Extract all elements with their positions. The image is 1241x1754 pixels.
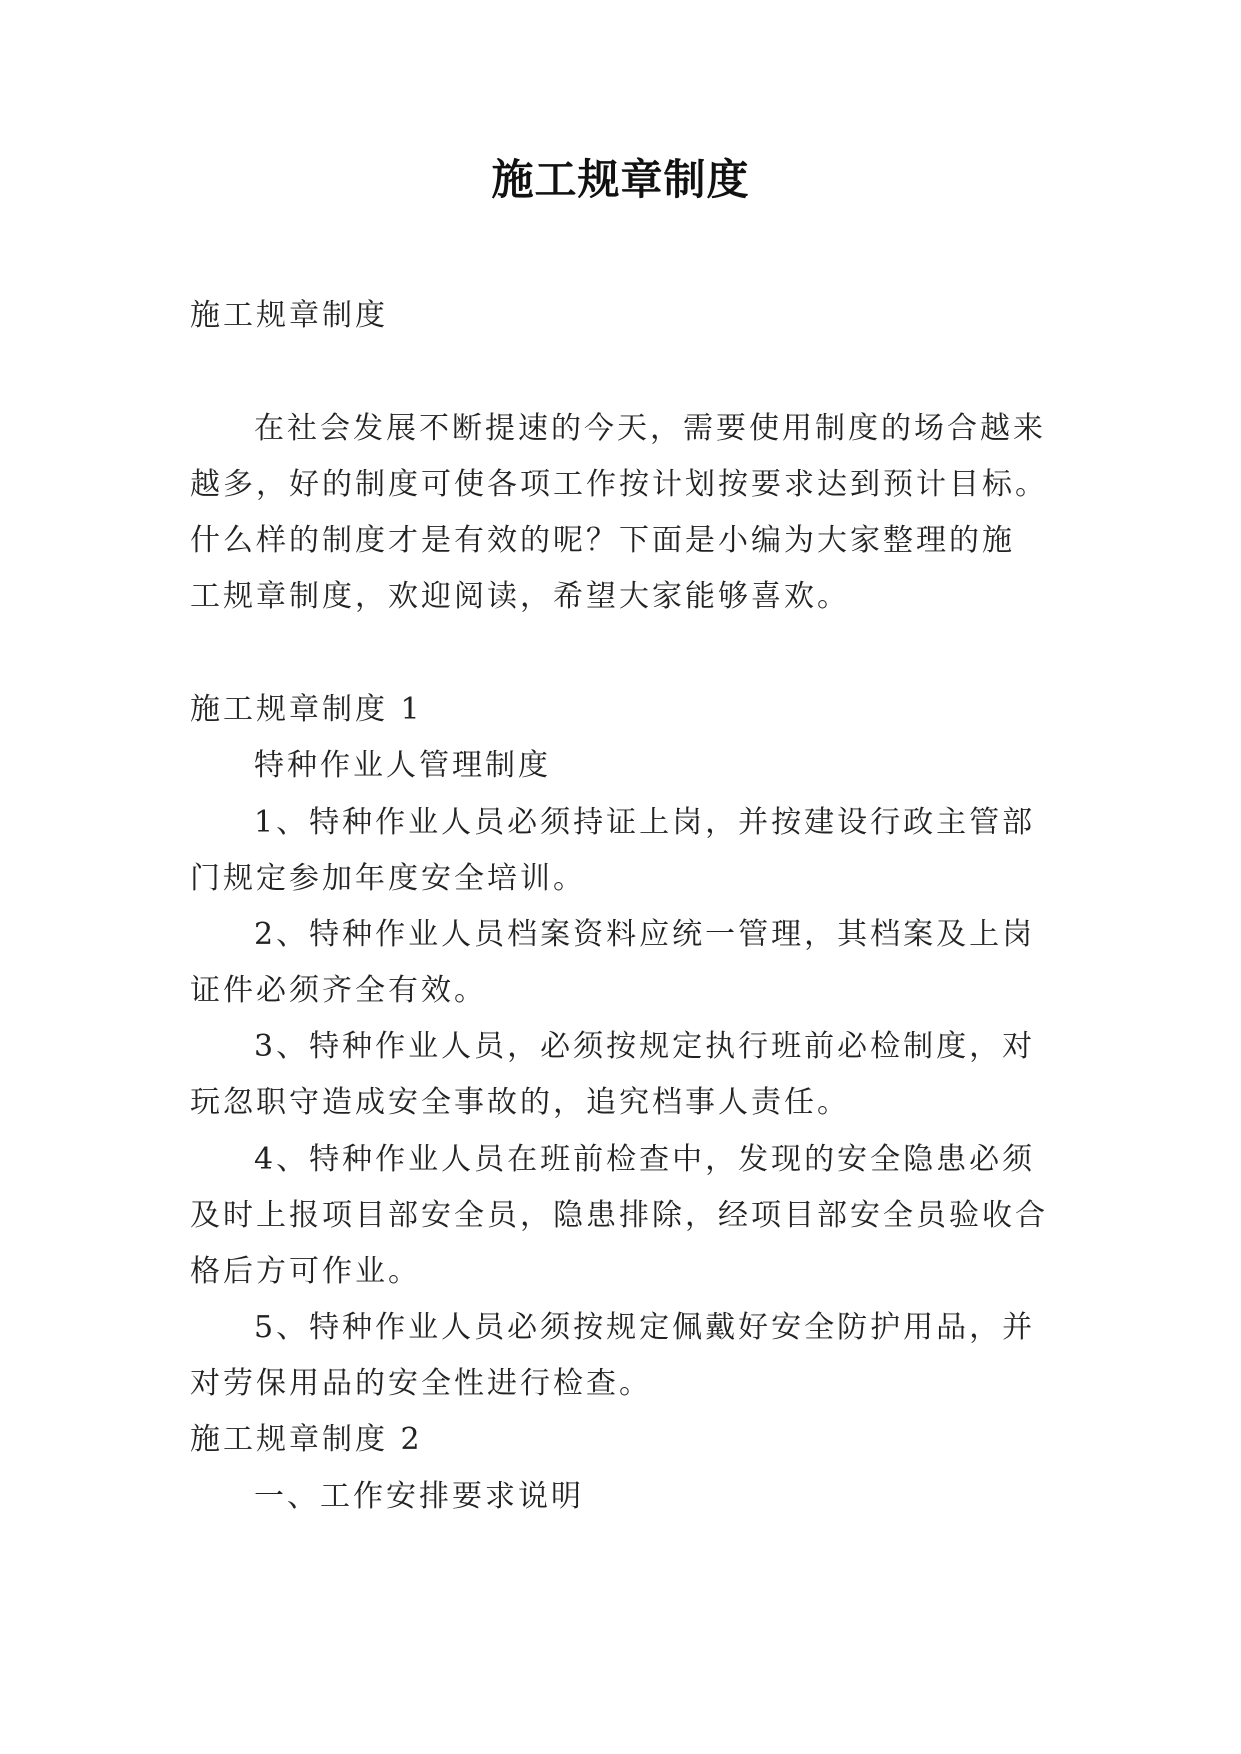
item-3-line-2: 玩忽职守造成安全事故的，追究档事人责任。 <box>190 1085 850 1120</box>
item-2-line-2: 证件必须齐全有效。 <box>190 973 487 1008</box>
section-2-heading: 施工规章制度 2 <box>190 1422 423 1457</box>
item-4-line-1: 4、特种作业人员在班前检查中，发现的安全隐患必须 <box>254 1142 1036 1177</box>
item-4-line-2: 及时上报项目部安全员，隐患排除，经项目部安全员验收合 <box>190 1198 1048 1233</box>
item-5-line-2: 对劳保用品的安全性进行检查。 <box>190 1366 652 1401</box>
document-heading: 施工规章制度 <box>190 298 388 333</box>
item-5-line-1: 5、特种作业人员必须按规定佩戴好安全防护用品，并 <box>254 1310 1036 1345</box>
section-1-heading: 施工规章制度 1 <box>190 692 423 727</box>
item-1-line-2: 门规定参加年度安全培训。 <box>190 861 586 896</box>
intro-line-4: 工规章制度，欢迎阅读，希望大家能够喜欢。 <box>190 579 850 614</box>
item-1-line-1: 1、特种作业人员必须持证上岗，并按建设行政主管部 <box>254 805 1036 840</box>
item-4-line-3: 格后方可作业。 <box>190 1254 421 1289</box>
intro-line-3: 什么样的制度才是有效的呢？下面是小编为大家整理的施 <box>190 523 1015 558</box>
intro-line-2: 越多，好的制度可使各项工作按计划按要求达到预计目标。 <box>190 467 1048 502</box>
item-2-line-1: 2、特种作业人员档案资料应统一管理，其档案及上岗 <box>254 917 1036 952</box>
item-3-line-1: 3、特种作业人员，必须按规定执行班前必检制度，对 <box>254 1029 1036 1064</box>
document-title: 施工规章制度 <box>491 155 750 204</box>
section-1-subheading: 特种作业人管理制度 <box>254 748 551 783</box>
section-2-subheading: 一、工作安排要求说明 <box>254 1479 584 1514</box>
intro-line-1: 在社会发展不断提速的今天，需要使用制度的场合越来 <box>254 411 1046 446</box>
